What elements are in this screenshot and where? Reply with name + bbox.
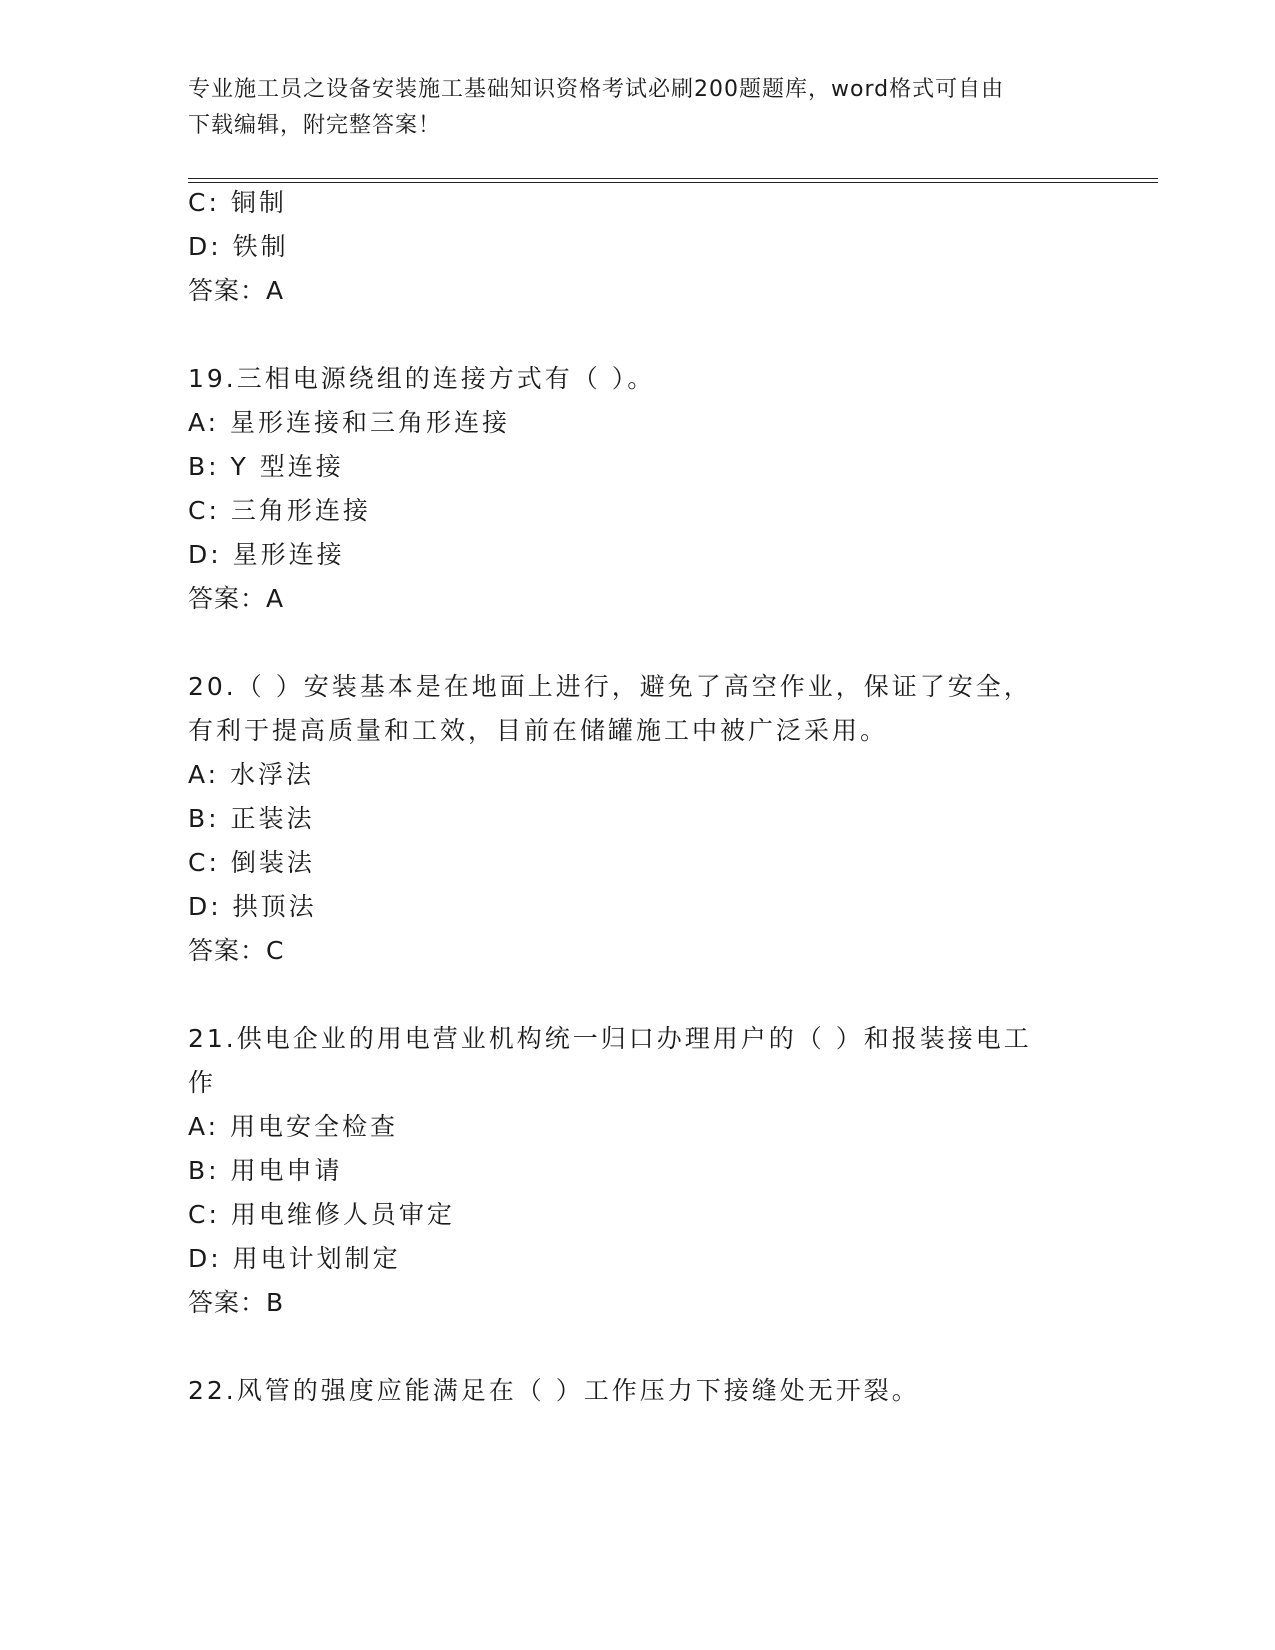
q20-option-c: C: 倒装法 — [188, 848, 315, 877]
header-title-line-2: 下载编辑，附完整答案！ — [188, 113, 442, 138]
q20-stem-line-2: 有利于提高质量和工效，目前在储罐施工中被广泛采用。 — [188, 716, 889, 745]
q20-option-a: A: 水浮法 — [188, 760, 315, 789]
page-header — [188, 72, 1088, 144]
q19-option-d: D: 星形连接 — [188, 540, 345, 569]
header-title-line-1: 专业施工员之设备安装施工基础知识资格考试必刷200题题库，word格式可自由 — [188, 77, 1005, 102]
q22-stem: 22.风管的强度应能满足在（ ）工作压力下接缝处无开裂。 — [188, 1376, 920, 1405]
prev-option-c: C: 铜制 — [188, 188, 287, 217]
q20-answer: 答案：C — [188, 936, 285, 965]
q21-option-a: A: 用电安全检查 — [188, 1112, 399, 1141]
q19-answer: 答案：A — [188, 584, 285, 613]
q19-stem: 19.三相电源绕组的连接方式有（ ）。 — [188, 364, 656, 393]
q21-stem-line-1: 21.供电企业的用电营业机构统一归口办理用户的（ ）和报装接电工 — [188, 1024, 1032, 1053]
prev-option-d: D: 铁制 — [188, 232, 289, 261]
q21-option-d: D: 用电计划制定 — [188, 1244, 401, 1273]
q19-option-c: C: 三角形连接 — [188, 496, 371, 525]
q20-option-b: B: 正装法 — [188, 804, 315, 833]
prev-answer: 答案：A — [188, 276, 285, 305]
q21-stem-line-2: 作 — [188, 1068, 217, 1097]
q19-option-b: B: Y 型连接 — [188, 452, 344, 481]
q19-option-a: A: 星形连接和三角形连接 — [188, 408, 511, 437]
q21-option-c: C: 用电维修人员审定 — [188, 1200, 455, 1229]
q21-option-b: B: 用电申请 — [188, 1156, 343, 1185]
q21-answer: 答案：B — [188, 1288, 285, 1317]
header-divider — [188, 178, 1158, 183]
q20-option-d: D: 拱顶法 — [188, 892, 317, 921]
q20-stem-line-1: 20.（ ）安装基本是在地面上进行，避免了高空作业，保证了安全， — [188, 672, 1032, 701]
